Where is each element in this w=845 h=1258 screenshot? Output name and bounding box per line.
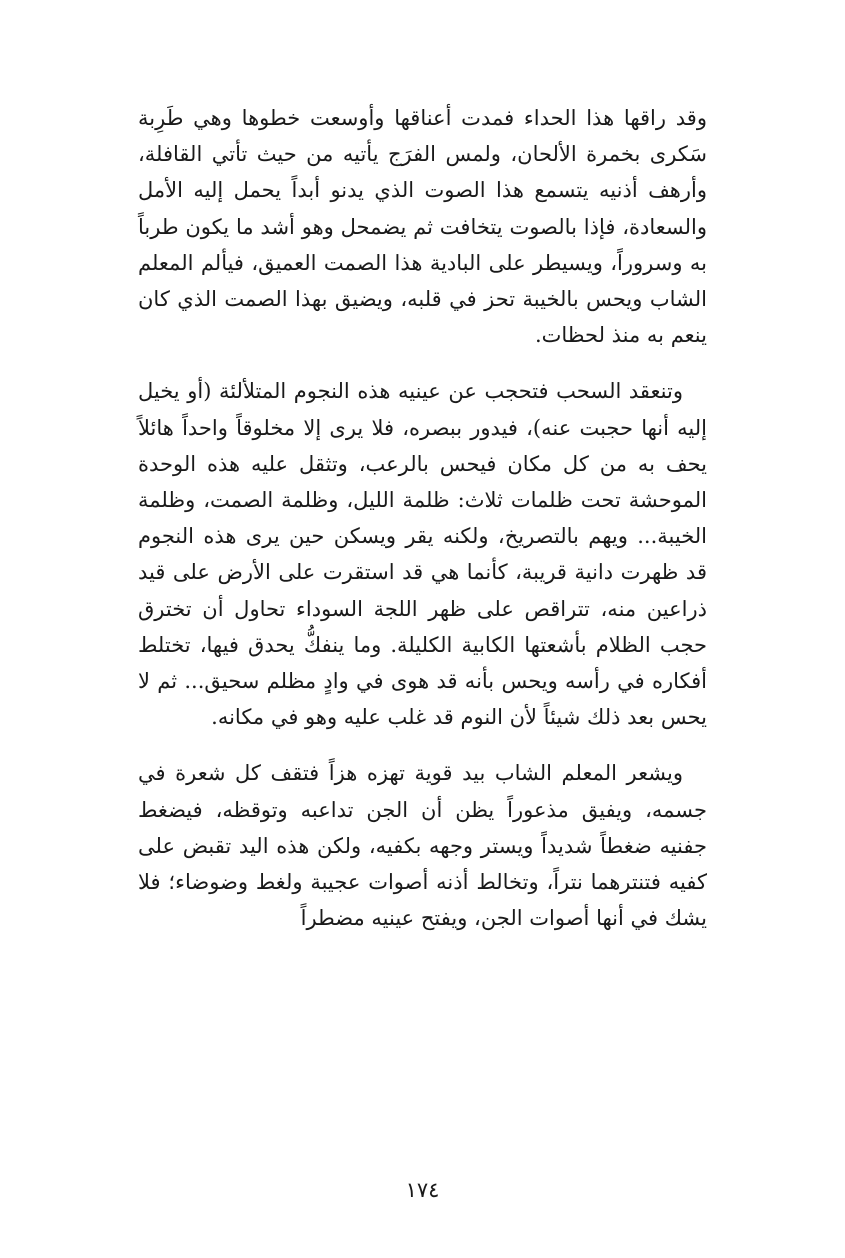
text-block — [138, 100, 707, 936]
page-body — [0, 100, 845, 956]
paragraph-1: وقد راقها هذا الحداء فمدت أعناقها وأوسعت خطوها وهي طَرِبة سَكرى بخمرة الألحان، ولمس الفرَج يأتيه من حيث تأتي القافلة، وأرهف أذنيه يتسمع هذا الصوت الذي يدنو أبداً يحمل إليه الأمل والسعادة، فإذا بالصوت يتخافت ثم يضمحل وهو أشد ما يكون طرباً به وسروراً، ويسيطر على البادية هذا الصمت العميق، فيألم المعلم الشاب ويحس بالخيبة تحز في قلبه، ويضيق بهذا الصمت الذي كان ينعم به منذ لحظات. — [138, 106, 707, 348]
page-number: ١٧٤ — [405, 1178, 440, 1202]
paragraph-2: وتنعقد السحب فتحجب عن عينيه هذه النجوم المتلألئة (أو يخيل إليه أنها حجبت عنه)، فيدور ببصره، فلا يرى إلا مخلوقاً واحداً هائلاً يحف به من كل مكان فيحس بالرعب، وتثقل عليه هذه الوحدة الموحشة تحت ظلمات ثلاث: ظلمة الليل، وظلمة الصمت، وظلمة الخيبة... ويهم بالتصريخ، ولكنه يقر ويسكن حين يرى هذه النجوم قد ظهرت دانية قريبة، كأنما هي قد استقرت على الأرض على قيد ذراعين منه، تتراقص على ظهر اللجة السوداء تحاول أن تخترق حجب الظلام بأشعتها الكابية الكليلة. وما ينفكُّ يحدق فيها، تختلط أفكاره في رأسه ويحس بأنه قد هوى في وادٍ مظلم سحيق... ثم لا يحس بعد ذلك شيئاً لأن النوم قد غلب عليه وهو في مكانه. — [138, 379, 707, 730]
paragraph-3: ويشعر المعلم الشاب بيد قوية تهزه هزاً فتقف كل شعرة في جسمه، ويفيق مذعوراً يظن أن الجن تداعبه وتوقظه، فيضغط جفنيه ضغطاً شديداً ويستر وجهه بكفيه، ولكن هذه اليد تقبض على كفيه فتنترهما نتراً، وتخالط أذنه أصوات عجيبة ولغط وضوضاء؛ فلا يشك في أنها أصوات الجن، ويفتح عينيه مضطراً — [138, 761, 707, 931]
